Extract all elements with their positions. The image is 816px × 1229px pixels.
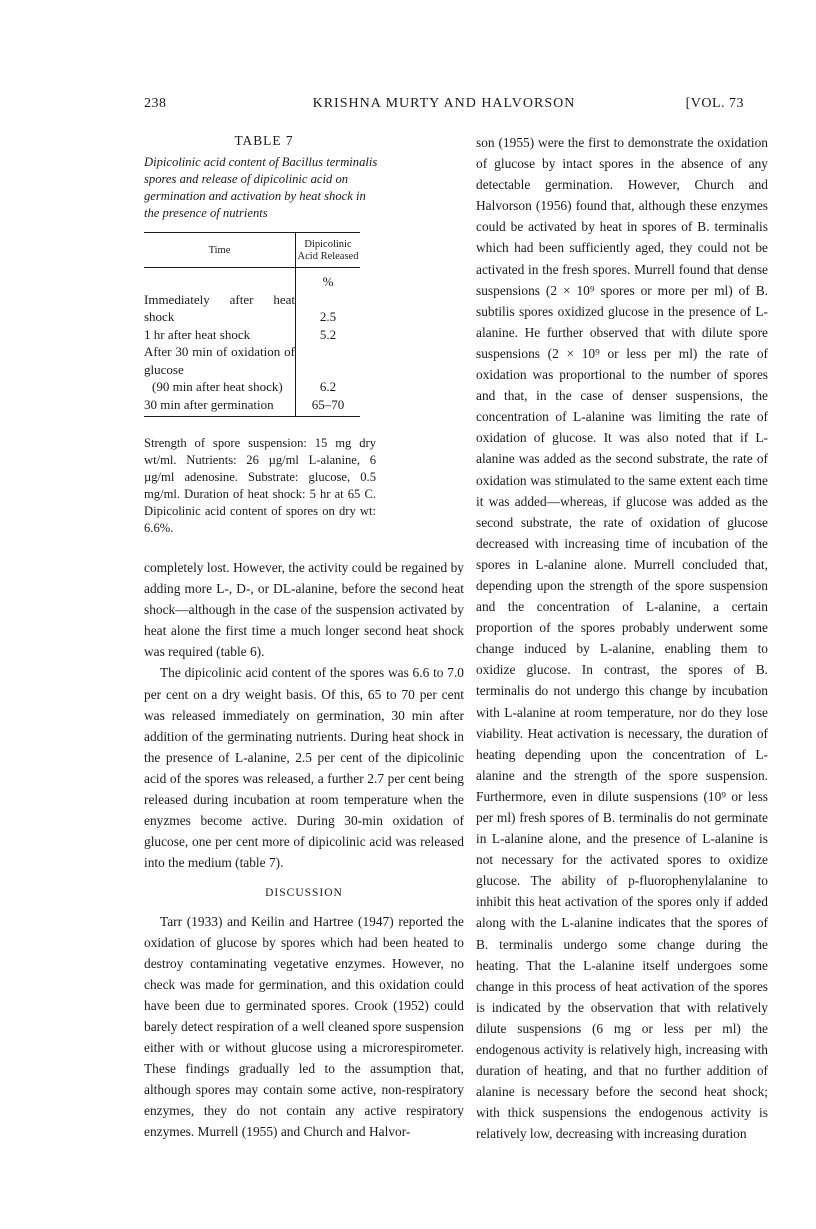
volume-label: [VOL. 73 [685, 96, 744, 111]
table-7-grid [144, 232, 360, 417]
row-value: 2.5 [296, 291, 361, 326]
table-row [144, 378, 360, 396]
table-title: TABLE 7 [234, 133, 294, 148]
table-7 [144, 132, 384, 537]
paragraph: The dipicolinic acid content of the spores was 6.6 to 7.0 per cent on a dry weight basis. Of this, 65 to 70 per cent was released immediately on germination, 30 min after addition of the germinating nutrients. During heat shock in the presence of L-alanine, 2.5 per cent of the dipicolinic acid of the spores was released, a further 2.7 per cent being released during incubation at room temperature when the enyzmes become active. During 30-min oxidation of glucose, one per cent more of dipicolinic acid was released into the medium (table 7). [144, 665, 464, 871]
row-value: 6.2 [296, 378, 361, 396]
paragraph: Tarr (1933) and Keilin and Hartree (1947) reported the oxidation of glucose by spores which had been heated to destroy contaminating vegetative enzymes. However, no check was made for germination, and this oxidation could have been due to germinated spores. Crook (1952) could barely detect respiration of a well cleaned spore suspension either with or without glucose using a microrespirometer. These findings gradually led to the assumption that, although spores may contain some active, non-respiratory enzymes, they do not contain any active respiratory enzymes. Murrell (1955) and Church and Halvor- [144, 913, 464, 1140]
row-time: Immediately after heat shock [144, 291, 295, 324]
row-time: After 30 min of oxidation of glucose [144, 344, 295, 377]
row-value: 65–70 [296, 396, 361, 417]
table-row [144, 326, 360, 344]
table-caption: Dipicolinic acid content of Bacillus terminalis spores and release of dipicolinic acid on germination and activation by heat shock in the presence of nutrients [144, 155, 378, 220]
paragraph: son (1955) were the first to demonstrate the oxidation of glucose by intact spores in the absence of any detectable germination. However, Church and Halvorson (1956) found that, although these enzymes could be activated by heat in spores of B. terminalis which had been sufficiently aged, they could not be activated in the fresh spores. Murrell found that dense suspensions (2 × 10⁹ spores or more per ml) of B. subtilis spores oxidized glucose in the presence of L-alanine. He further observed that with dilute spore suspensions (2 × 10⁹ or less per ml) the rate of oxidation was proportional to the number of spores and that, in the case of denser suspensions, the concentration of L-alanine was limiting the rate of oxidation of glucose. It was also noted that if L-alanine was added as the second substrate, the rate of oxidation was stimulated to the same extent each time it was added—whereas, if glucose was added as the second substrate, the rate of oxidation of glucose decreased with increasing time of incubation of the spores in L-alanine alone. Murrell concluded that, depending upon the strength of the spore suspension and the concentration of L-alanine, a certain proportion of the spores probably underwent some change induced by L-alanine, enabling them to oxidize glucose. In contrast, the spores of B. terminalis do not undergo this change by incubation with L-alanine at room temperature, nor do they lose viability. Heat activation is necessary, the duration of heating depending upon the concentration of L-alanine and the strength of the spore suspension. Furthermore, even in dilute suspensions (10⁹ or less per ml) fresh spores of B. terminalis do not germinate in L-alanine alone, and the presence of L-alanine is not necessary for the activated spores to oxidize glucose. The ability of p-fluorophenylalanine to inhibit this heat activation of the spores only if added along with the L-alanine indicates that the spores of B. terminalis undergo some change during the heating. That the L-alanine itself undergoes some change in this process of heat activation of the spores is indicated by the observation that with relatively dilute suspensions (6 mg or less per ml) the endogenous activity is relatively high, increasing with duration of heating, and that no further addition of alanine is necessary before the second heat shock; with thick suspensions the endogenous activity is relatively low, decreasing with increasing duration [476, 135, 768, 1142]
running-title: KRISHNA MURTY AND HALVORSON [312, 96, 576, 111]
row-time: 1 hr after heat shock [144, 326, 251, 342]
column-header-dipicolinic-acid: Dipicolinic Acid Released [296, 233, 361, 268]
row-value: 5.2 [296, 326, 361, 344]
table-row [144, 291, 360, 326]
right-column [476, 132, 768, 1145]
column-header-time: Time [144, 233, 296, 268]
paragraph: completely lost. However, the activity could be regained by adding more L-, D-, or DL-alanine, before the second heat shock—although in the case of the suspension activated by heat alone the first time a much longer second heat shock was required (table 6). [144, 560, 464, 660]
left-column [144, 132, 464, 1143]
page-number: 238 [144, 96, 167, 111]
row-time: (90 min after heat shock) [152, 379, 283, 394]
section-heading-discussion: DISCUSSION [265, 887, 343, 900]
table-row [144, 396, 360, 417]
row-value [296, 343, 361, 378]
unit-label: % [296, 268, 361, 291]
row-time: 30 min after germination [144, 396, 296, 417]
table-footnote: Strength of spore suspension: 15 mg dry wt/ml. Nutrients: 26 µg/ml L-alanine, 6 µg/ml adenosine. Substrate: glucose, 0.5 mg/ml. Duration of heat shock: 5 hr at 65 C. Dipicolinic acid content of spores on dry wt: 6.6%. [144, 436, 376, 535]
running-header [144, 96, 744, 116]
table-row [144, 343, 360, 378]
